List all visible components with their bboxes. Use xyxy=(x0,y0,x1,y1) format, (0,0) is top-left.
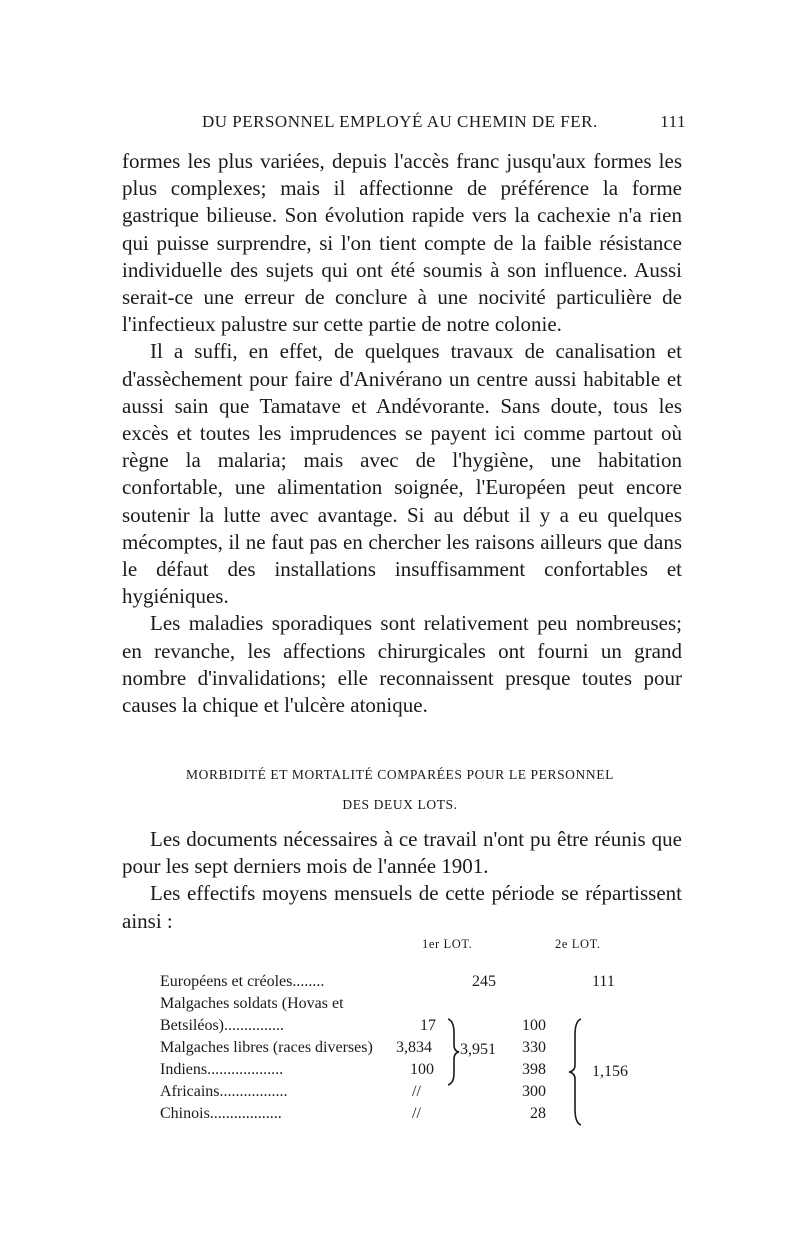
row-label-3: Malgaches libres (races diverses) xyxy=(160,1039,373,1056)
row-lot2-3: 330 xyxy=(522,1039,546,1056)
effectifs-table xyxy=(160,935,680,1135)
section-heading-line2: DES DEUX LOTS. xyxy=(342,797,458,812)
body-text xyxy=(122,148,682,719)
row-lot1-4: 100 xyxy=(410,1061,434,1078)
row-label-6: Chinois.................. xyxy=(160,1105,282,1122)
lot2-total: 1,156 xyxy=(592,1063,628,1080)
body-text-2 xyxy=(122,826,682,935)
row-label-0: Européens et créoles........ xyxy=(160,973,325,990)
paragraph-5: Les effectifs moyens mensuels de cette période se répartissent ainsi : xyxy=(122,881,682,933)
row-lot2-4: 398 xyxy=(522,1061,546,1078)
col-head-lot2: 2e LOT. xyxy=(555,937,601,951)
section-heading-line1: MORBIDITÉ ET MORTALITÉ COMPARÉES POUR LE PERSONNEL xyxy=(186,767,614,782)
row-lot2-2: 100 xyxy=(522,1017,546,1034)
row-lot1-6: // xyxy=(412,1105,421,1122)
row-lot2-6: 28 xyxy=(530,1105,546,1122)
row-lot1-total-3: 3,951 xyxy=(460,1041,496,1058)
row-lot2-0: 111 xyxy=(592,973,615,990)
row-label-2: Betsiléos)............... xyxy=(160,1017,284,1034)
running-header xyxy=(150,112,690,142)
running-title: DU PERSONNEL EMPLOYÉ AU CHEMIN DE FER. xyxy=(202,112,598,131)
col-head-lot1: 1er LOT. xyxy=(422,937,473,951)
lot2-brace-icon xyxy=(565,1017,587,1127)
row-lot1-3: 3,834 xyxy=(396,1039,432,1056)
paragraph-4: Les documents nécessaires à ce travail n'ont pu être réunis que pour les sept derniers mois de l'année 1901. xyxy=(122,827,682,879)
section-heading xyxy=(110,760,690,820)
row-label-5: Africains................. xyxy=(160,1083,288,1100)
row-lot1-total-0: 245 xyxy=(472,973,496,990)
page-number: 111 xyxy=(660,112,686,131)
row-lot2-5: 300 xyxy=(522,1083,546,1100)
paragraph-3: Les maladies sporadiques sont relativement peu nombreuses; en revanche, les affections chirurgicales ont fourni un grand nombre d'invalidations; elle reconnaissent presque toutes pour causes la chique et l'ulcère atonique. xyxy=(122,611,682,718)
row-lot1-5: // xyxy=(412,1083,421,1100)
row-lot1-2: 17 xyxy=(420,1017,436,1034)
row-label-1: Malgaches soldats (Hovas et xyxy=(160,995,344,1012)
lot1-brace-icon xyxy=(442,1017,462,1087)
paragraph-2: Il a suffi, en effet, de quelques travaux de canalisation et d'assèchement pour faire d'Anivérano un centre aussi habitable et aussi sain que Tamatave et Andévorante. Sans doute, tous les excès et toutes les imprudences se payent ici comme partout où règne la malaria; mais avec de l'hygiène, une habitation confortable, une alimentation soignée, l'Européen peut encore soutenir la lutte avec avantage. Si au début il y a eu quelques mécomptes, il ne faut pas en chercher les raisons ailleurs que dans le défaut des installations insuffisamment confortables et hygiéniques. xyxy=(122,339,682,609)
paragraph-1: formes les plus variées, depuis l'accès franc jusqu'aux formes les plus complexes; mais il affectionne de préférence la forme gastrique bilieuse. Son évolution rapide vers la cachexie n'a rien qui puisse surprendre, si l'on tient compte de la faible résistance individuelle des sujets qui ont été soumis à son influence. Aussi serait-ce une erreur de conclure à une nocivité particulière de l'infectieux palustre sur cette partie de notre colonie. xyxy=(122,149,682,337)
row-label-4: Indiens................... xyxy=(160,1061,284,1078)
